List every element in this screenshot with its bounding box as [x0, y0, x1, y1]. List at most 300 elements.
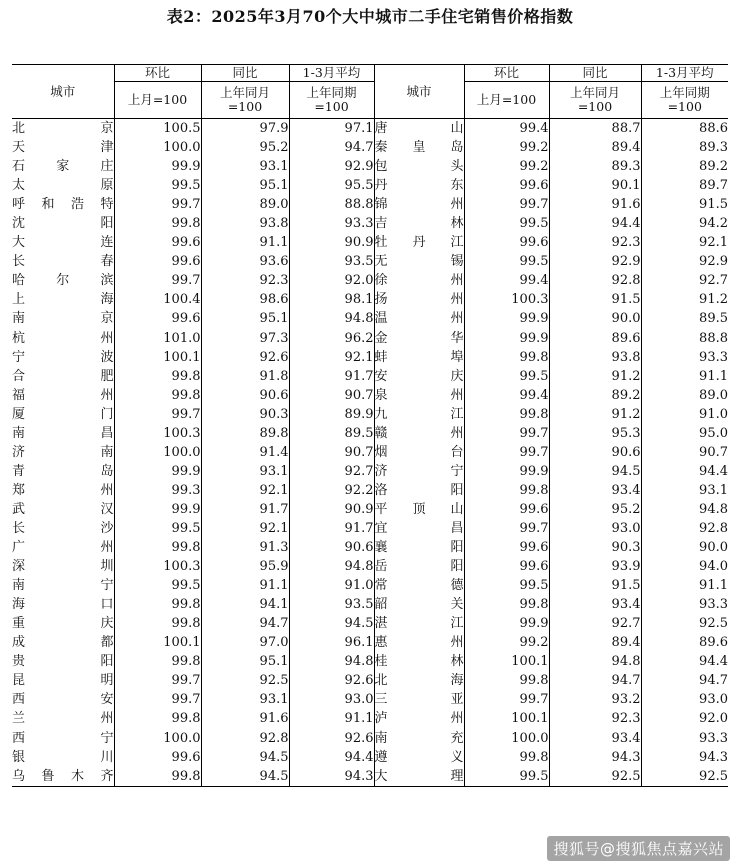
index-value-cell: 89.3 [641, 138, 728, 157]
index-value-cell: 94.7 [201, 614, 289, 633]
index-value-cell: 90.9 [289, 500, 374, 519]
index-value-cell: 100.0 [114, 138, 201, 157]
index-value-cell: 95.1 [201, 309, 289, 328]
city-name-cell: 平顶山 [374, 500, 464, 519]
index-value-cell: 100.1 [114, 348, 201, 367]
index-value-cell: 94.4 [289, 748, 374, 767]
index-value-cell: 93.3 [641, 595, 728, 614]
index-value-cell: 94.8 [289, 309, 374, 328]
index-value-cell: 99.7 [114, 690, 201, 709]
table-row [12, 214, 728, 233]
city-name-cell: 济宁 [374, 462, 464, 481]
index-value-cell: 91.7 [289, 367, 374, 386]
index-value-cell: 99.5 [114, 176, 201, 195]
city-name-cell: 蚌埠 [374, 348, 464, 367]
index-value-cell: 99.6 [114, 309, 201, 328]
table-row [12, 424, 728, 443]
index-value-cell: 89.2 [549, 386, 641, 405]
index-value-cell: 91.1 [289, 709, 374, 728]
city-header-left: 城市 [12, 65, 114, 119]
city-name-cell: 扬州 [374, 290, 464, 309]
index-value-cell: 92.8 [641, 519, 728, 538]
index-value-cell: 99.8 [114, 709, 201, 728]
index-value-cell: 94.3 [549, 748, 641, 767]
table-row [12, 195, 728, 214]
index-value-cell: 99.5 [464, 767, 549, 787]
index-value-cell: 94.8 [289, 557, 374, 576]
city-name-cell: 上海 [12, 292, 114, 308]
index-value-cell: 91.4 [201, 443, 289, 462]
index-value-cell: 100.1 [464, 652, 549, 671]
index-value-cell: 92.5 [201, 671, 289, 690]
index-value-cell: 99.5 [464, 252, 549, 271]
city-name-cell: 乌鲁木齐 [12, 767, 114, 787]
index-value-cell: 94.0 [641, 557, 728, 576]
table-row [12, 671, 728, 690]
city-name-cell: 锦州 [374, 195, 464, 214]
city-name-cell: 深圳 [12, 559, 114, 575]
index-value-cell: 99.6 [114, 233, 201, 252]
table-row [12, 348, 728, 367]
city-name-cell: 沈阳 [12, 216, 114, 232]
index-value-cell: 94.4 [641, 652, 728, 671]
index-value-cell: 99.6 [114, 748, 201, 767]
index-value-cell: 91.6 [201, 709, 289, 728]
index-value-cell: 89.8 [201, 424, 289, 443]
city-name-cell: 洛阳 [374, 481, 464, 500]
index-value-cell: 89.5 [641, 309, 728, 328]
index-value-cell: 90.7 [641, 443, 728, 462]
index-value-cell: 88.6 [641, 119, 728, 139]
index-value-cell: 88.8 [289, 195, 374, 214]
index-value-cell: 89.0 [201, 195, 289, 214]
index-value-cell: 93.8 [549, 348, 641, 367]
index-value-cell: 99.6 [464, 233, 549, 252]
city-name-cell: 吉林 [374, 214, 464, 233]
city-name-cell: 重庆 [12, 616, 114, 632]
city-name-cell: 徐州 [374, 271, 464, 290]
city-name-cell: 天津 [12, 140, 114, 156]
city-name-cell: 青岛 [12, 463, 114, 479]
city-name-cell: 西宁 [12, 730, 114, 746]
index-value-cell: 100.3 [464, 290, 549, 309]
city-name-cell: 太原 [12, 178, 114, 194]
table-row [12, 271, 728, 290]
index-value-cell: 94.3 [641, 748, 728, 767]
index-value-cell: 93.1 [641, 481, 728, 500]
mom-header-left: 环比 [114, 65, 201, 82]
index-value-cell: 99.7 [464, 443, 549, 462]
table-row [12, 329, 728, 348]
index-value-cell: 89.7 [641, 176, 728, 195]
city-name-cell: 唐山 [374, 119, 464, 139]
index-value-cell: 100.1 [464, 709, 549, 728]
city-name-cell: 遵义 [374, 748, 464, 767]
index-value-cell: 99.6 [464, 176, 549, 195]
city-name-cell: 兰州 [12, 711, 114, 727]
index-value-cell: 90.6 [549, 443, 641, 462]
index-value-cell: 94.2 [641, 214, 728, 233]
yoy-base-right: 上年同月 =100 [549, 82, 641, 119]
index-value-cell: 88.8 [641, 329, 728, 348]
city-name-cell: 三亚 [374, 690, 464, 709]
index-value-cell: 92.6 [289, 729, 374, 748]
city-name-cell: 杭州 [12, 330, 114, 346]
index-value-cell: 94.7 [289, 138, 374, 157]
city-name-cell: 石家庄 [12, 159, 114, 175]
city-name-cell: 无锡 [374, 252, 464, 271]
index-value-cell: 99.7 [114, 671, 201, 690]
index-value-cell: 99.5 [464, 367, 549, 386]
index-value-cell: 92.9 [289, 157, 374, 176]
index-value-cell: 89.6 [641, 633, 728, 652]
city-name-cell: 惠州 [374, 633, 464, 652]
city-name-cell: 湛江 [374, 614, 464, 633]
yoy-header-right: 同比 [549, 65, 641, 82]
index-value-cell: 100.3 [114, 557, 201, 576]
index-value-cell: 92.2 [289, 481, 374, 500]
city-name-cell: 西安 [12, 692, 114, 708]
avg-header-left: 1-3月平均 [289, 65, 374, 82]
index-value-cell: 99.7 [114, 405, 201, 424]
index-value-cell: 99.8 [114, 595, 201, 614]
index-value-cell: 93.5 [289, 595, 374, 614]
city-name-cell: 济南 [12, 444, 114, 460]
index-value-cell: 97.3 [201, 329, 289, 348]
index-value-cell: 99.2 [464, 157, 549, 176]
index-value-cell: 93.3 [641, 729, 728, 748]
index-value-cell: 93.4 [549, 481, 641, 500]
city-name-cell: 九江 [374, 405, 464, 424]
index-value-cell: 99.6 [464, 538, 549, 557]
index-value-cell: 99.4 [464, 386, 549, 405]
index-value-cell: 89.4 [549, 633, 641, 652]
index-value-cell: 90.0 [641, 538, 728, 557]
city-name-cell: 哈尔滨 [12, 273, 114, 289]
index-value-cell: 92.1 [289, 348, 374, 367]
index-value-cell: 96.2 [289, 329, 374, 348]
index-value-cell: 99.8 [114, 767, 201, 787]
index-value-cell: 89.2 [641, 157, 728, 176]
city-name-cell: 武汉 [12, 501, 114, 517]
table-row [12, 176, 728, 195]
index-value-cell: 99.2 [464, 633, 549, 652]
table-row [12, 462, 728, 481]
index-value-cell: 99.7 [464, 690, 549, 709]
index-value-cell: 99.7 [114, 195, 201, 214]
index-value-cell: 92.0 [289, 271, 374, 290]
index-value-cell: 94.5 [549, 462, 641, 481]
index-value-cell: 91.5 [549, 576, 641, 595]
index-value-cell: 92.5 [549, 767, 641, 787]
index-value-cell: 100.5 [114, 119, 201, 139]
city-name-cell: 包头 [374, 157, 464, 176]
index-value-cell: 91.2 [641, 290, 728, 309]
city-name-cell: 韶关 [374, 595, 464, 614]
index-value-cell: 99.5 [464, 576, 549, 595]
table-row [12, 443, 728, 462]
index-value-cell: 91.1 [201, 576, 289, 595]
table-row [12, 709, 728, 728]
index-value-cell: 93.6 [201, 252, 289, 271]
index-value-cell: 92.5 [641, 614, 728, 633]
index-value-cell: 99.9 [464, 614, 549, 633]
index-value-cell: 92.3 [201, 271, 289, 290]
table-row [12, 500, 728, 519]
city-name-cell: 牡丹江 [374, 233, 464, 252]
index-value-cell: 95.3 [549, 424, 641, 443]
index-value-cell: 92.7 [549, 614, 641, 633]
index-value-cell: 90.6 [201, 386, 289, 405]
index-value-cell: 90.0 [549, 309, 641, 328]
index-value-cell: 92.6 [201, 348, 289, 367]
table-row [12, 481, 728, 500]
index-value-cell: 92.0 [641, 709, 728, 728]
index-value-cell: 99.6 [464, 557, 549, 576]
table-row [12, 119, 728, 139]
city-name-cell: 泸州 [374, 709, 464, 728]
index-value-cell: 93.4 [549, 729, 641, 748]
index-value-cell: 93.3 [641, 348, 728, 367]
city-name-cell: 温州 [374, 309, 464, 328]
city-name-cell: 安庆 [374, 367, 464, 386]
index-value-cell: 99.8 [464, 405, 549, 424]
index-value-cell: 99.7 [464, 519, 549, 538]
index-value-cell: 100.4 [114, 290, 201, 309]
city-name-cell: 海口 [12, 597, 114, 613]
table-row [12, 538, 728, 557]
city-name-cell: 福州 [12, 387, 114, 403]
index-value-cell: 99.9 [464, 462, 549, 481]
index-value-cell: 91.0 [289, 576, 374, 595]
city-name-cell: 岳阳 [374, 557, 464, 576]
index-value-cell: 94.7 [549, 671, 641, 690]
index-value-cell: 90.3 [201, 405, 289, 424]
index-value-cell: 95.1 [201, 652, 289, 671]
city-name-cell: 合肥 [12, 368, 114, 384]
index-value-cell: 94.4 [549, 214, 641, 233]
city-name-cell: 桂林 [374, 652, 464, 671]
index-value-cell: 91.7 [289, 519, 374, 538]
index-value-cell: 99.8 [114, 214, 201, 233]
index-value-cell: 95.5 [289, 176, 374, 195]
index-value-cell: 97.0 [201, 633, 289, 652]
index-value-cell: 93.9 [549, 557, 641, 576]
city-name-cell: 南宁 [12, 578, 114, 594]
index-value-cell: 99.4 [464, 271, 549, 290]
index-value-cell: 89.0 [641, 386, 728, 405]
price-index-table [12, 64, 728, 787]
index-value-cell: 95.2 [201, 138, 289, 157]
index-value-cell: 91.1 [641, 576, 728, 595]
table-row [12, 157, 728, 176]
index-value-cell: 100.1 [114, 633, 201, 652]
city-name-cell: 郑州 [12, 482, 114, 498]
city-name-cell: 昆明 [12, 673, 114, 689]
index-value-cell: 95.9 [201, 557, 289, 576]
table-row [12, 386, 728, 405]
index-value-cell: 89.9 [289, 405, 374, 424]
index-value-cell: 98.1 [289, 290, 374, 309]
index-value-cell: 93.4 [549, 595, 641, 614]
index-value-cell: 98.6 [201, 290, 289, 309]
index-value-cell: 92.7 [289, 462, 374, 481]
index-value-cell: 94.8 [549, 652, 641, 671]
index-value-cell: 91.6 [549, 195, 641, 214]
index-value-cell: 99.5 [114, 519, 201, 538]
index-value-cell: 99.8 [114, 652, 201, 671]
table-row [12, 690, 728, 709]
index-value-cell: 99.8 [114, 386, 201, 405]
index-value-cell: 89.4 [549, 138, 641, 157]
index-value-cell: 99.9 [464, 309, 549, 328]
table-row [12, 519, 728, 538]
table-row [12, 595, 728, 614]
table-row [12, 233, 728, 252]
index-value-cell: 91.1 [641, 367, 728, 386]
index-value-cell: 91.1 [201, 233, 289, 252]
index-value-cell: 97.9 [201, 119, 289, 139]
index-value-cell: 99.5 [114, 576, 201, 595]
city-name-cell: 广州 [12, 540, 114, 556]
index-value-cell: 94.5 [201, 748, 289, 767]
index-value-cell: 92.8 [201, 729, 289, 748]
city-name-cell: 厦门 [12, 406, 114, 422]
index-value-cell: 92.7 [641, 271, 728, 290]
index-value-cell: 101.0 [114, 329, 201, 348]
city-name-cell: 宜昌 [374, 519, 464, 538]
index-value-cell: 94.4 [641, 462, 728, 481]
index-value-cell: 89.3 [549, 157, 641, 176]
index-value-cell: 91.8 [201, 367, 289, 386]
table-row [12, 652, 728, 671]
index-value-cell: 93.8 [201, 214, 289, 233]
yoy-header-left: 同比 [201, 65, 289, 82]
index-value-cell: 99.7 [114, 271, 201, 290]
table-row [12, 138, 728, 157]
index-value-cell: 91.0 [641, 405, 728, 424]
index-value-cell: 99.5 [464, 214, 549, 233]
index-value-cell: 94.8 [641, 500, 728, 519]
index-value-cell: 99.8 [114, 538, 201, 557]
index-value-cell: 93.2 [549, 690, 641, 709]
city-name-cell: 金华 [374, 329, 464, 348]
city-name-cell: 丹东 [374, 176, 464, 195]
yoy-base-left: 上年同月 =100 [201, 82, 289, 119]
index-value-cell: 91.2 [549, 405, 641, 424]
city-name-cell: 银川 [12, 749, 114, 765]
index-value-cell: 89.5 [289, 424, 374, 443]
city-name-cell: 大理 [374, 767, 464, 787]
table-row [12, 290, 728, 309]
city-name-cell: 贵阳 [12, 654, 114, 670]
index-value-cell: 90.7 [289, 386, 374, 405]
avg-header-right: 1-3月平均 [641, 65, 728, 82]
index-value-cell: 99.8 [464, 348, 549, 367]
city-name-cell: 烟台 [374, 443, 464, 462]
index-value-cell: 100.0 [114, 443, 201, 462]
city-name-cell: 大连 [12, 235, 114, 251]
index-value-cell: 88.7 [549, 119, 641, 139]
table-row [12, 576, 728, 595]
index-value-cell: 99.8 [464, 671, 549, 690]
index-value-cell: 94.3 [289, 767, 374, 787]
index-value-cell: 99.8 [464, 748, 549, 767]
index-value-cell: 92.9 [641, 252, 728, 271]
watermark: 搜狐号@搜狐焦点嘉兴站 [547, 836, 730, 861]
table-row [12, 252, 728, 271]
index-value-cell: 92.1 [201, 481, 289, 500]
city-name-cell: 北海 [374, 671, 464, 690]
index-value-cell: 94.5 [201, 767, 289, 787]
city-name-cell: 襄阳 [374, 538, 464, 557]
index-value-cell: 99.7 [464, 195, 549, 214]
table-row [12, 729, 728, 748]
index-value-cell: 100.0 [464, 729, 549, 748]
index-value-cell: 99.8 [114, 367, 201, 386]
city-name-cell: 常德 [374, 576, 464, 595]
table-row [12, 405, 728, 424]
index-value-cell: 92.3 [549, 709, 641, 728]
city-name-cell: 泉州 [374, 386, 464, 405]
index-value-cell: 99.9 [114, 157, 201, 176]
table-row [12, 767, 728, 787]
index-value-cell: 90.1 [549, 176, 641, 195]
index-value-cell: 92.3 [549, 233, 641, 252]
index-value-cell: 95.0 [641, 424, 728, 443]
index-value-cell: 94.7 [641, 671, 728, 690]
index-value-cell: 90.6 [289, 538, 374, 557]
index-value-cell: 99.8 [464, 595, 549, 614]
index-value-cell: 94.8 [289, 652, 374, 671]
index-value-cell: 89.6 [549, 329, 641, 348]
index-value-cell: 91.3 [201, 538, 289, 557]
index-value-cell: 99.7 [464, 424, 549, 443]
index-value-cell: 91.7 [201, 500, 289, 519]
index-value-cell: 100.3 [114, 424, 201, 443]
index-value-cell: 90.9 [289, 233, 374, 252]
index-value-cell: 93.0 [549, 519, 641, 538]
city-header-right: 城市 [374, 65, 464, 119]
table-row [12, 309, 728, 328]
city-name-cell: 北京 [12, 121, 114, 137]
index-value-cell: 93.0 [641, 690, 728, 709]
index-value-cell: 99.4 [464, 119, 549, 139]
index-value-cell: 94.1 [201, 595, 289, 614]
index-value-cell: 90.3 [549, 538, 641, 557]
city-name-cell: 南京 [12, 311, 114, 327]
index-value-cell: 97.1 [289, 119, 374, 139]
index-value-cell: 92.5 [641, 767, 728, 787]
index-value-cell: 92.9 [549, 252, 641, 271]
index-value-cell: 99.9 [114, 500, 201, 519]
index-value-cell: 93.1 [201, 462, 289, 481]
city-name-cell: 呼和浩特 [12, 197, 114, 213]
index-value-cell: 99.9 [464, 329, 549, 348]
index-value-cell: 94.5 [289, 614, 374, 633]
city-name-cell: 南昌 [12, 425, 114, 441]
index-value-cell: 93.0 [289, 690, 374, 709]
index-value-cell: 92.1 [201, 519, 289, 538]
city-name-cell: 赣州 [374, 424, 464, 443]
avg-base-right: 上年同期 =100 [641, 82, 728, 119]
index-value-cell: 99.6 [114, 252, 201, 271]
index-value-cell: 99.8 [464, 481, 549, 500]
index-value-cell: 92.8 [549, 271, 641, 290]
index-value-cell: 100.0 [114, 729, 201, 748]
index-value-cell: 92.1 [641, 233, 728, 252]
index-value-cell: 99.8 [114, 614, 201, 633]
